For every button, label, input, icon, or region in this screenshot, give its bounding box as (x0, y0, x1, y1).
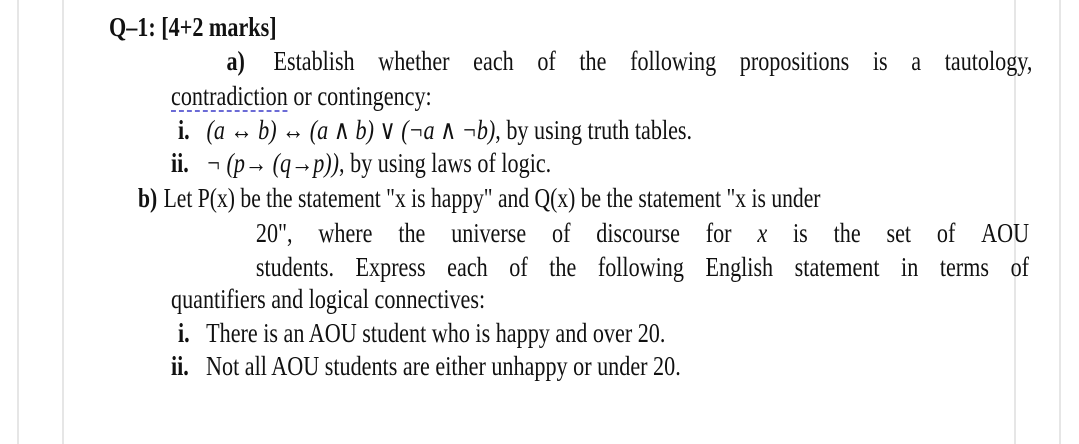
spellcheck-flagged-word[interactable]: contradiction (171, 81, 288, 111)
item-label: i. (178, 115, 190, 145)
word: terms (939, 252, 990, 282)
word: set (886, 218, 912, 248)
part-b-label: b) (138, 183, 158, 213)
part-b-line-1-text: Let P(x) be the statement "x is happy" and Q(x) be the statement "x is under (163, 183, 821, 213)
part-b-item-i (178, 318, 665, 348)
word: Establish (273, 46, 355, 76)
word: of (936, 218, 956, 248)
word: the (579, 46, 607, 76)
part-b-line-2 (171, 218, 1030, 248)
word: for (705, 218, 732, 248)
part-b-item-ii (171, 351, 681, 381)
word: AOU (981, 218, 1030, 248)
word: of (1010, 252, 1030, 282)
word: where (318, 218, 373, 248)
word: English (705, 252, 774, 282)
item-method: , by using laws of logic. (339, 148, 552, 178)
word: is (872, 46, 888, 76)
word: the (549, 252, 577, 282)
part-b-line-4: quantifiers and logical connectives: (171, 284, 486, 314)
word: a (911, 46, 922, 76)
word: the (833, 218, 861, 248)
word: universe (451, 218, 527, 248)
word: is (793, 218, 808, 248)
part-b-line-1 (138, 183, 821, 213)
word: propositions (739, 46, 850, 76)
variable-x: x (757, 218, 768, 248)
word: tautology, (944, 46, 1033, 76)
word: of (509, 252, 528, 282)
formula-biconditional: (a ↔ b) ↔ (a ∧ b) ∨ (¬a ∧ ¬b) (206, 115, 496, 145)
part-a-label: a) (226, 46, 245, 76)
word: in (901, 252, 919, 282)
word: the (398, 218, 426, 248)
part-a-intro-line-2 (171, 81, 432, 111)
word: of (537, 46, 556, 76)
word: following (597, 252, 684, 282)
item-label: ii. (171, 148, 189, 178)
word: 20", (255, 218, 293, 248)
word: students. (255, 252, 334, 282)
question-title: Q–1: [4+2 marks] (109, 12, 277, 42)
item-text: Not all AOU students are either unhappy or under 20. (206, 351, 681, 381)
item-method: , by using truth tables. (495, 115, 693, 145)
word: following (630, 46, 717, 76)
item-text: There is an AOU student who is happy and over 20. (206, 318, 666, 348)
word: whether (378, 46, 450, 76)
part-b-line-3 (171, 252, 1030, 282)
word: Express (355, 252, 426, 282)
word: statement (794, 252, 880, 282)
word: discourse (596, 218, 680, 248)
formula-negated-implication: ¬ (p→ (q→p)) (206, 148, 340, 178)
item-label: ii. (171, 351, 189, 381)
part-a-intro-line-1 (138, 46, 1033, 76)
word: each (447, 252, 488, 282)
item-label: i. (178, 318, 190, 348)
word: of (552, 218, 571, 248)
part-a-item-ii (171, 148, 551, 178)
intro-line-2-rest: or contingency: (287, 81, 432, 111)
word: each (473, 46, 514, 76)
part-a-item-i (178, 115, 692, 145)
